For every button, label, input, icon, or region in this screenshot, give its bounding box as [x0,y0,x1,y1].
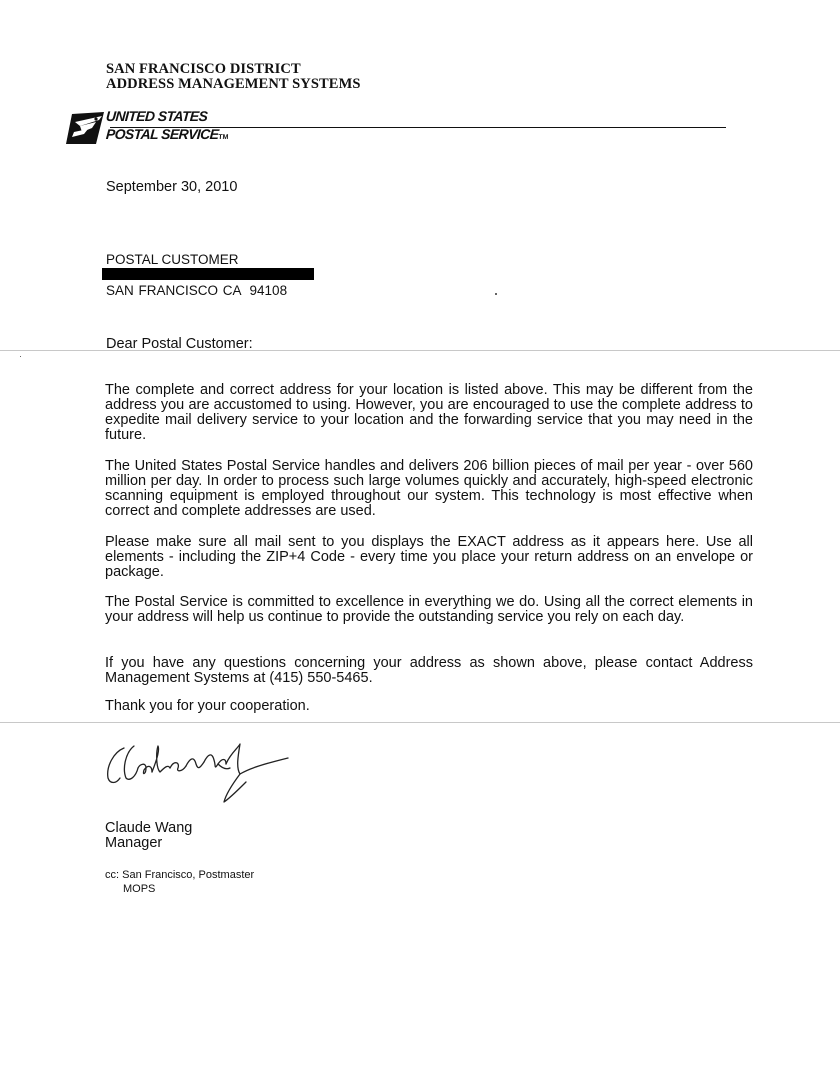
signature [100,738,300,810]
recipient-zip: 94108 [249,283,288,298]
logo-line-2-text: POSTAL SERVICE [105,126,220,142]
recipient-city-line [106,283,287,298]
signer-name: Claude Wang [105,820,193,836]
paragraph-exact-address: Please make sure all mail sent to you displays the EXACT address as it appears here. Use all elements - including the ZIP+4 Code - every time you place your return address on an envelope or package. [105,534,753,580]
eagle-icon [66,110,106,146]
logo-line-1: UNITED STATES [105,108,208,124]
recipient-city-state: SAN FRANCISCO CA [106,283,242,298]
recipient-name: POSTAL CUSTOMER [106,252,239,267]
department-name: ADDRESS MANAGEMENT SYSTEMS [106,76,361,92]
letter-date: September 30, 2010 [106,179,238,195]
cc-line-2: MOPS [123,883,156,895]
closing-line: Thank you for your cooperation. [105,698,310,714]
scan-artifact-line [0,722,840,723]
salutation: Dear Postal Customer: [106,336,253,352]
trademark: TM [217,134,229,141]
logo-line-2 [105,126,229,142]
paragraph-mail-volume: The United States Postal Service handles and delivers 206 billion pieces of mail per year - over 560 million per day. In order to process such large volumes quickly and accurately, high-speed electronic scanning equipment is employed throughout our system. This technology is most effective when correct and complete addresses are used. [105,458,753,519]
paragraph-excellence: The Postal Service is committed to excellence in everything we do. Using all the correct elements in your address will help us continue to provide the outstanding service you rely on each day. [105,594,753,625]
paragraph-address-notice: The complete and correct address for your location is listed above. This may be different from the address you are accustomed to using. However, you are encouraged to use the complete address to expedite mail delivery service to your location and the forwarding service that you may need in the future. [105,382,753,443]
scan-speck [20,356,21,357]
usps-logo [66,108,726,148]
cc-line-1: cc: San Francisco, Postmaster [105,869,255,881]
redacted-street-address [102,268,314,280]
signer-title: Manager [105,835,163,851]
carbon-copy-list [105,868,254,896]
paragraph-contact: If you have any questions concerning your address as shown above, please contact Address Management Systems at (415) 550-5465. [105,655,753,686]
scan-speck [495,293,497,295]
district-name: SAN FRANCISCO DISTRICT [106,61,301,77]
district-header [106,62,361,92]
